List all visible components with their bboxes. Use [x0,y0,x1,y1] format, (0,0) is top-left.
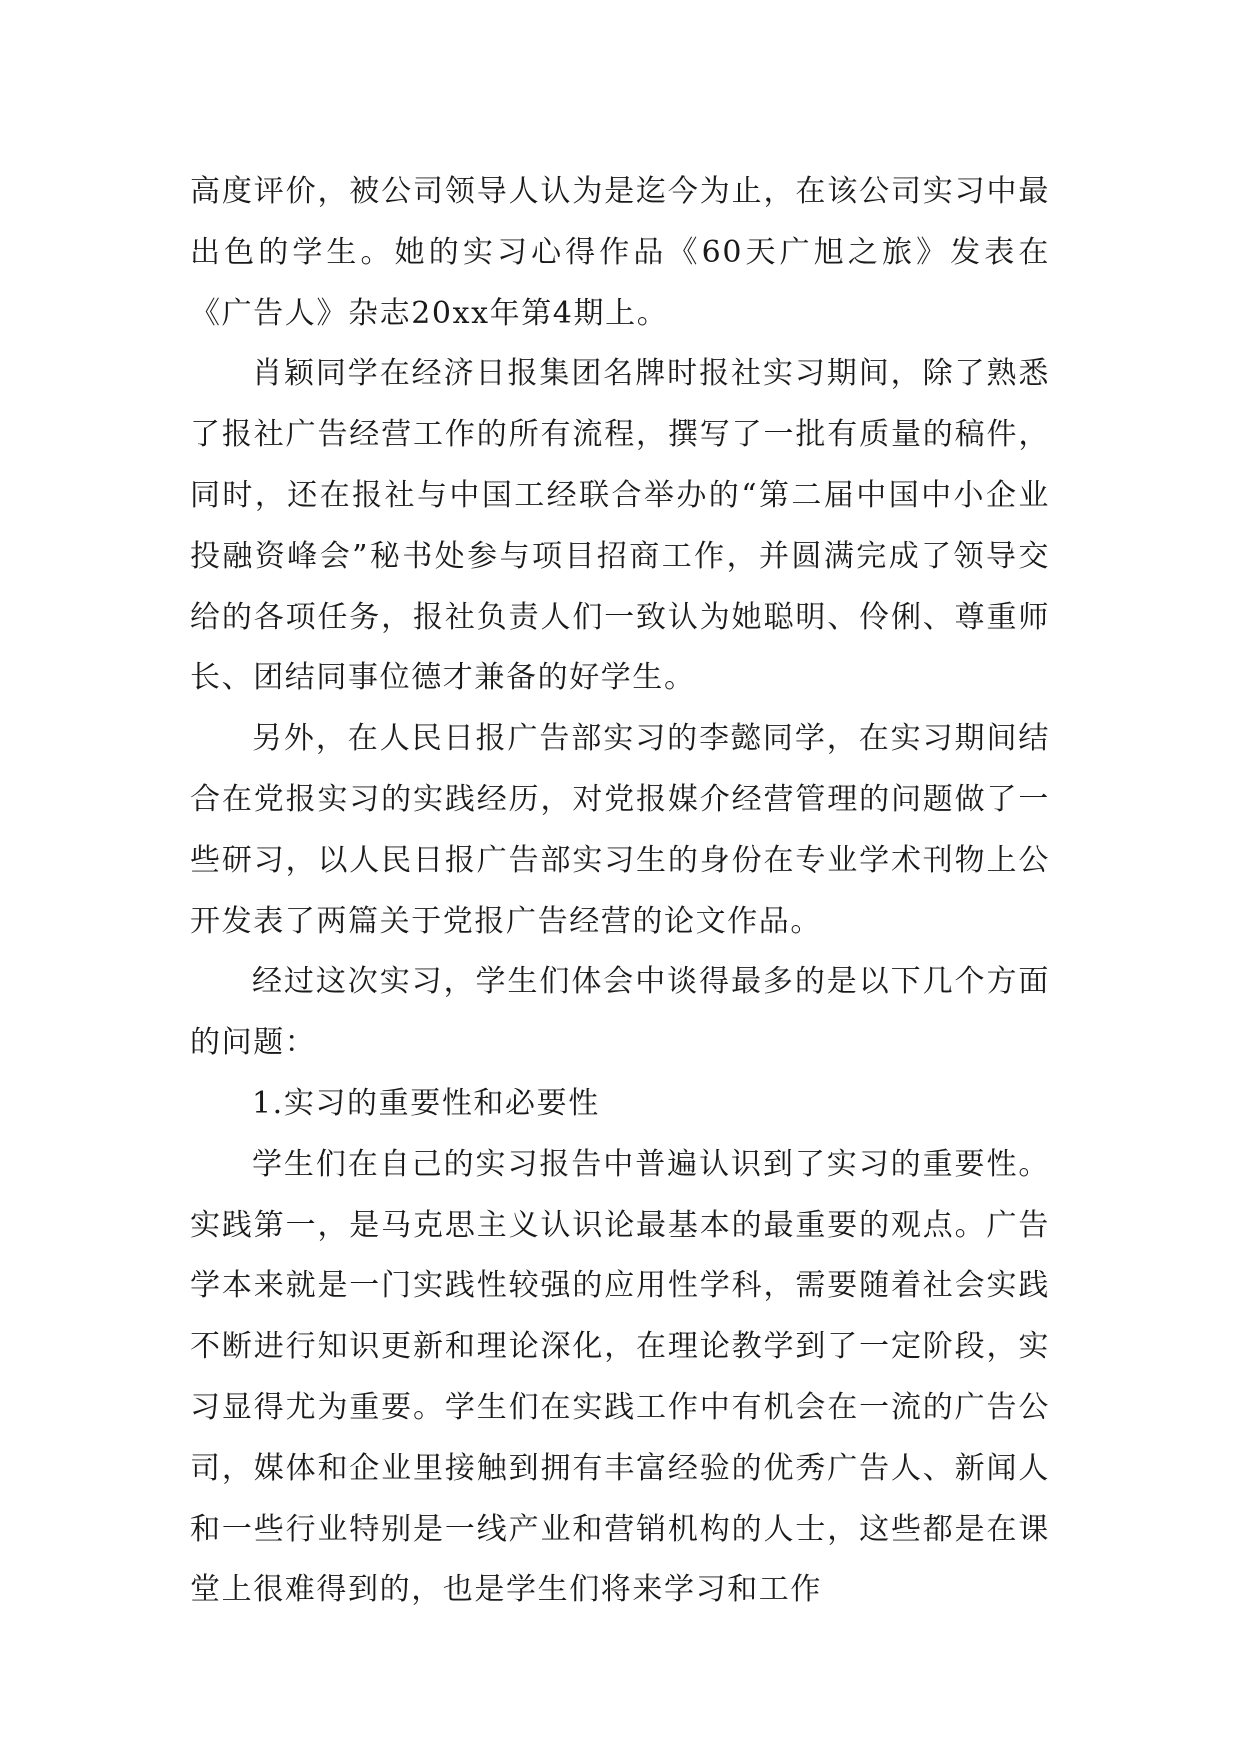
paragraph-summary-intro: 经过这次实习，学生们体会中谈得最多的是以下几个方面的问题： [190,964,1050,1061]
paragraph-li-yi: 另外，在人民日报广告部实习的李懿同学，在实习期间结合在党报实习的实践经历，对党报媒介经营管理的问题做了一些研习，以人民日报广告部实习生的身份在专业学术刊物上公开发表了两篇关于党报广告经营的论文作品。 [190,721,1050,939]
paragraph-continuation: 高度评价，被公司领导人认为是迄今为止，在该公司实习中最出色的学生。她的实习心得作品《60天广旭之旅》发表在《广告人》杂志20xx年第4期上。 [190,174,1050,331]
document-body [190,162,1050,1621]
paragraph-importance: 学生们在自己的实习报告中普遍认识到了实习的重要性。实践第一，是马克思主义认识论最基本的最重要的观点。广告学本来就是一门实践性较强的应用性学科，需要随着社会实践不断进行知识更新和理论深化，在理论教学到了一定阶段，实习显得尤为重要。学生们在实践工作中有机会在一流的广告公司，媒体和企业里接触到拥有丰富经验的优秀广告人、新闻人和一些行业特别是一线产业和营销机构的人士，这些都是在课堂上很难得到的，也是学生们将来学习和工作 [190,1146,1050,1608]
section-heading: 1.实习的重要性和必要性 [252,1085,600,1121]
paragraph-xiao-ying: 肖颖同学在经济日报集团名牌时报社实习期间，除了熟悉了报社广告经营工作的所有流程，撰写了一批有质量的稿件，同时，还在报社与中国工经联合举办的“第二届中国中小企业投融资峰会”秘书处参与项目招商工作，并圆满完成了领导交给的各项任务，报社负责人们一致认为她聪明、伶俐、尊重师长、团结同事位德才兼备的好学生。 [190,356,1050,696]
